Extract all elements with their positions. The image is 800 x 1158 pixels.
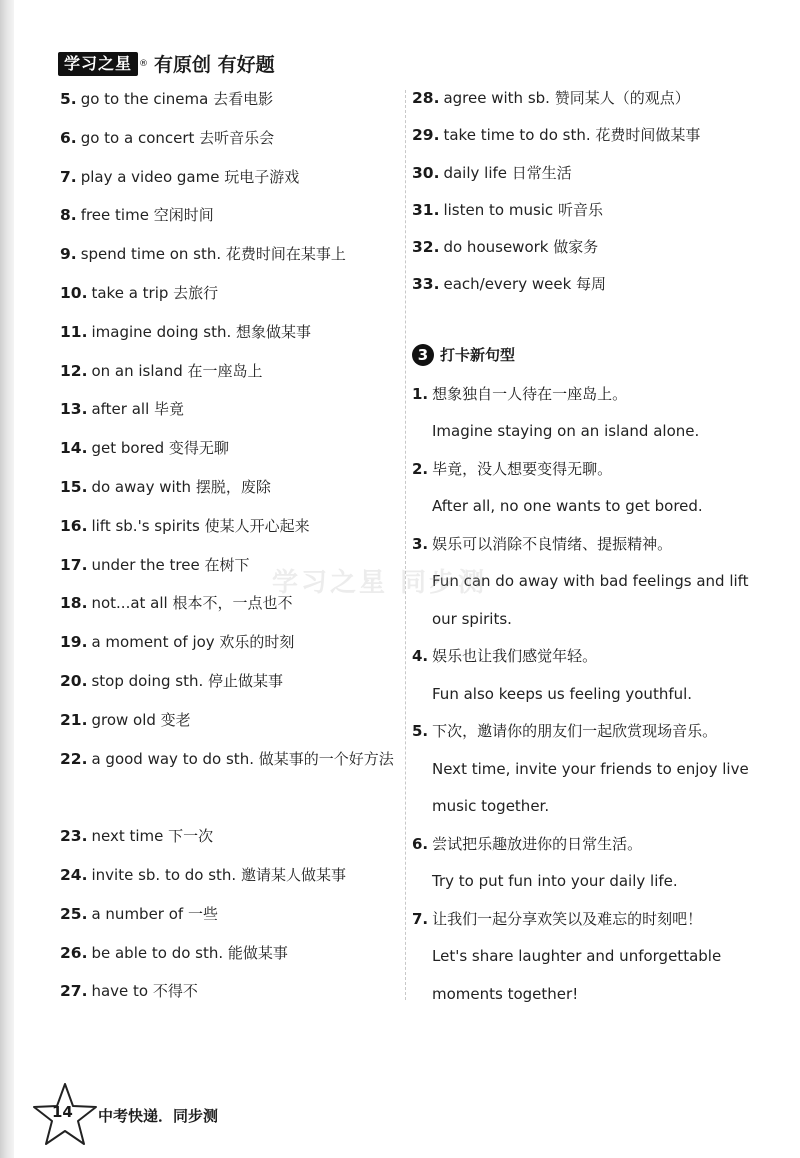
phrase-number: 28. bbox=[412, 89, 440, 107]
phrase-item bbox=[412, 84, 762, 121]
phrase-item bbox=[60, 939, 400, 978]
phrase-text: invite sb. to do sth. 邀请某人做某事 bbox=[91, 865, 346, 884]
sentence-list bbox=[412, 376, 762, 1014]
sentence-english: Fun also keeps us feeling youthful. bbox=[432, 684, 693, 703]
phrase-number: 11. bbox=[60, 322, 88, 341]
phrase-text: lift sb.'s spirits 使某人开心起来 bbox=[91, 516, 310, 535]
sentence-item bbox=[412, 451, 762, 526]
phrase-text: listen to music 听音乐 bbox=[443, 200, 603, 219]
phrase-item bbox=[412, 159, 762, 196]
sentence-number: 5. bbox=[412, 722, 429, 741]
registered-mark-icon: ® bbox=[139, 58, 149, 69]
phrase-text: spend time on sth. 花费时间在某事上 bbox=[80, 245, 346, 264]
phrase-text: take a trip 去旅行 bbox=[91, 283, 219, 302]
phrase-item bbox=[60, 822, 400, 861]
phrase-number: 6. bbox=[60, 128, 77, 147]
phrase-item bbox=[60, 977, 400, 1016]
phrase-text: be able to do sth. 能做某事 bbox=[91, 943, 288, 962]
sentence-number: 7. bbox=[412, 909, 429, 928]
sentence-chinese: 下次，邀请你的朋友们一起欣赏现场音乐。 bbox=[432, 722, 718, 741]
phrase-item bbox=[60, 900, 400, 939]
sentence-chinese: 想象独自一人待在一座岛上。 bbox=[432, 384, 628, 403]
phrase-text: have to 不得不 bbox=[91, 982, 198, 1001]
column-divider bbox=[405, 90, 406, 1000]
sentence-chinese: 毕竟，没人想要变得无聊。 bbox=[432, 459, 613, 478]
phrase-text: get bored 变得无聊 bbox=[91, 439, 229, 458]
sentence-number: 6. bbox=[412, 834, 429, 853]
phrase-item bbox=[60, 163, 400, 202]
phrase-text: each/every week 每周 bbox=[443, 275, 607, 294]
phrase-text: go to the cinema 去看电影 bbox=[80, 90, 274, 108]
phrase-text: a good way to do sth. 做某事的一个好方法 bbox=[91, 749, 394, 768]
sentence-number: 2. bbox=[412, 459, 429, 478]
phrase-item bbox=[412, 233, 762, 270]
phrase-text: stop doing sth. 停止做某事 bbox=[91, 671, 284, 690]
phrase-text: do away with 摆脱，废除 bbox=[91, 477, 271, 496]
sentence-chinese: 娱乐可以消除不良情绪、提振精神。 bbox=[432, 534, 673, 553]
sentence-number: 3. bbox=[412, 534, 429, 553]
section-title: 打卡新句型 bbox=[440, 346, 516, 365]
phrase-number: 15. bbox=[60, 477, 88, 496]
phrase-number: 17. bbox=[60, 555, 88, 574]
sentence-chinese: 尝试把乐趣放进你的日常生活。 bbox=[432, 834, 643, 853]
phrase-number: 23. bbox=[60, 827, 88, 846]
phrase-text: on an island 在一座岛上 bbox=[91, 361, 263, 380]
phrase-number: 21. bbox=[60, 710, 88, 729]
phrase-item bbox=[412, 270, 762, 307]
phrase-text: play a video game 玩电子游戏 bbox=[80, 167, 300, 186]
phrase-text: daily life 日常生活 bbox=[443, 163, 572, 182]
sentence-number: 4. bbox=[412, 647, 429, 666]
phrase-item bbox=[60, 124, 400, 163]
sentence-item bbox=[412, 713, 762, 826]
page-footer bbox=[30, 1080, 218, 1150]
phrase-number: 25. bbox=[60, 904, 88, 923]
phrase-item bbox=[60, 434, 400, 473]
sentence-english: After all, no one wants to get bored. bbox=[432, 497, 703, 516]
phrase-number: 26. bbox=[60, 943, 88, 962]
phrase-item bbox=[60, 279, 400, 318]
phrase-item bbox=[60, 628, 400, 667]
phrase-number: 33. bbox=[412, 275, 440, 294]
page-binding-edge bbox=[0, 0, 14, 1158]
sentence-english: Next time, invite your friends to enjoy live music together. bbox=[432, 759, 749, 816]
phrase-number: 9. bbox=[60, 245, 77, 264]
phrase-number: 32. bbox=[412, 238, 440, 257]
phrase-number: 5. bbox=[60, 90, 77, 108]
footer-text: 中考快递．同步测 bbox=[98, 1106, 219, 1125]
phrase-number: 24. bbox=[60, 865, 88, 884]
sentence-item bbox=[412, 638, 762, 713]
phrase-item bbox=[60, 318, 400, 357]
phrase-number: 20. bbox=[60, 671, 88, 690]
watermark: 学习之星 同步测 bbox=[272, 568, 488, 598]
phrase-text: a number of 一些 bbox=[91, 904, 218, 923]
phrase-text: imagine doing sth. 想象做某事 bbox=[91, 322, 312, 341]
sentence-english: Try to put fun into your daily life. bbox=[432, 872, 678, 891]
phrase-list-left bbox=[60, 85, 400, 1016]
phrase-text: grow old 变老 bbox=[91, 710, 191, 729]
phrase-item bbox=[412, 121, 762, 158]
phrase-text: go to a concert 去听音乐会 bbox=[80, 128, 275, 147]
phrase-text: under the tree 在树下 bbox=[91, 555, 250, 574]
phrase-text: after all 毕竟 bbox=[91, 400, 185, 419]
section-heading bbox=[412, 340, 762, 370]
phrase-number: 22. bbox=[60, 749, 88, 768]
phrase-number: 27. bbox=[60, 982, 88, 1001]
phrase-text: take time to do sth. 花费时间做某事 bbox=[443, 126, 701, 145]
phrase-text: free time 空闲时间 bbox=[80, 206, 214, 225]
phrase-item bbox=[60, 861, 400, 900]
sentence-english: Imagine staying on an island alone. bbox=[432, 422, 700, 441]
phrase-number: 29. bbox=[412, 126, 440, 145]
phrase-number: 13. bbox=[60, 400, 88, 419]
sentence-chinese: 让我们一起分享欢笑以及难忘的时刻吧！ bbox=[432, 909, 703, 928]
phrase-item bbox=[60, 201, 400, 240]
phrase-item bbox=[60, 667, 400, 706]
phrase-item bbox=[60, 395, 400, 434]
phrase-number: 31. bbox=[412, 200, 440, 219]
phrase-text: a moment of joy 欢乐的时刻 bbox=[91, 633, 295, 652]
phrase-item bbox=[60, 473, 400, 512]
phrase-text: not...at all 根本不，一点也不 bbox=[91, 594, 293, 613]
sentence-english: Let's share laughter and unforgettable moments together! bbox=[432, 947, 722, 1003]
phrase-item bbox=[60, 240, 400, 279]
section-number-badge: 3 bbox=[412, 344, 434, 366]
brand-logo: 学习之星 bbox=[58, 52, 138, 76]
sentence-english: Fun can do away with bad feelings and lift our spirits. bbox=[432, 572, 749, 628]
page-header bbox=[58, 50, 275, 77]
sentence-number: 1. bbox=[412, 384, 429, 403]
phrase-item bbox=[60, 85, 400, 124]
sentence-item bbox=[412, 826, 762, 901]
phrase-number: 7. bbox=[60, 167, 77, 186]
header-tagline: 有原创 有好题 bbox=[154, 54, 275, 76]
phrase-item bbox=[412, 196, 762, 233]
phrase-number: 14. bbox=[60, 439, 88, 458]
phrase-number: 10. bbox=[60, 283, 88, 302]
phrase-list-right bbox=[412, 84, 762, 1013]
sentence-item bbox=[412, 376, 762, 451]
phrase-item bbox=[60, 745, 400, 823]
phrase-item bbox=[60, 357, 400, 396]
phrase-text: next time 下一次 bbox=[91, 827, 214, 846]
phrase-number: 19. bbox=[60, 633, 88, 652]
phrase-number: 8. bbox=[60, 206, 77, 225]
phrase-number: 30. bbox=[412, 163, 440, 182]
sentence-chinese: 娱乐也让我们感觉年轻。 bbox=[432, 647, 598, 666]
phrase-text: do housework 做家务 bbox=[443, 238, 599, 257]
page-number: 14 bbox=[52, 1103, 73, 1121]
phrase-number: 16. bbox=[60, 516, 88, 535]
phrase-text: agree with sb. 赞同某人（的观点） bbox=[443, 89, 690, 107]
sentence-item bbox=[412, 901, 762, 1014]
phrase-item bbox=[60, 512, 400, 551]
phrase-number: 12. bbox=[60, 361, 88, 380]
phrase-number: 18. bbox=[60, 594, 88, 613]
